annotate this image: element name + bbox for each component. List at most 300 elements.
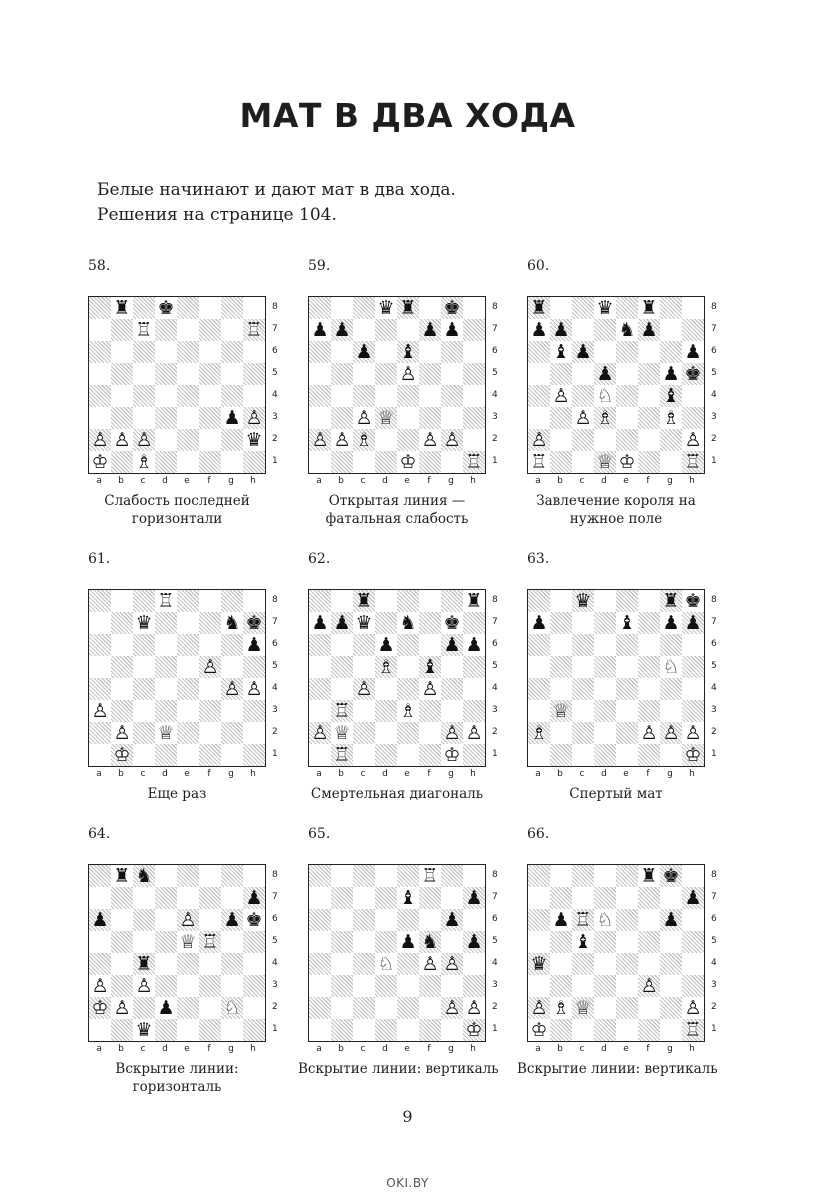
file-label: c [579,1044,585,1054]
black-king-icon: ♚ [684,363,702,385]
puzzle-number: 58. [88,258,111,274]
white-king-icon: ♚ ♔ [113,744,130,766]
square-a4 [309,678,331,700]
square-h5 [243,363,265,385]
square-b6 [331,909,353,931]
square-b5 [111,363,133,385]
square-e7 [177,612,199,634]
square-g5 [221,656,243,678]
square-g1 [660,1019,682,1041]
square-c1 [133,744,155,766]
square-f2 [199,722,221,744]
square-a5 [89,656,111,678]
square-g8 [221,297,243,319]
square-h7 [682,612,704,634]
square-a5 [89,931,111,953]
file-label: e [623,769,629,779]
square-h8 [243,590,265,612]
square-h4 [243,385,265,407]
square-b7 [331,319,353,341]
square-e4 [616,953,638,975]
file-label: a [96,476,102,486]
square-f2 [419,429,441,451]
rank-label: 1 [711,749,717,759]
white-pawn-icon: ♟ ♙ [91,700,108,722]
file-label: h [689,769,695,779]
square-g2 [441,429,463,451]
black-pawn-icon: ♟ [530,319,548,341]
black-pawn-icon: ♟ [530,612,548,634]
square-a7 [309,319,331,341]
square-c4 [572,953,594,975]
file-labels [527,1044,705,1054]
black-pawn-icon: ♟ [333,612,351,634]
white-bishop-icon: ♝ ♗ [552,997,569,1019]
square-g4 [441,385,463,407]
square-h5 [682,931,704,953]
puzzle-7 [88,826,298,1096]
square-g6 [660,341,682,363]
puzzle-caption [78,492,276,528]
white-knight-icon: ♞ ♘ [223,997,240,1019]
square-c8 [133,297,155,319]
square-f4 [638,385,660,407]
file-label: c [360,769,366,779]
square-e1 [177,1019,199,1041]
black-rook-icon: ♜ [135,953,153,975]
file-label: b [557,476,563,486]
rank-label: 5 [272,936,278,946]
square-a6 [89,341,111,363]
square-a7 [309,612,331,634]
square-e8 [177,297,199,319]
square-e8 [397,590,419,612]
rank-label: 1 [272,1024,278,1034]
black-knight-icon: ♞ [223,612,241,634]
black-pawn-icon: ♟ [596,363,614,385]
square-h7 [463,612,485,634]
square-e5 [397,931,419,953]
square-f8 [199,865,221,887]
square-e5 [177,363,199,385]
white-pawn-icon: ♟ ♙ [465,997,482,1019]
square-a5 [309,656,331,678]
square-c4 [133,953,155,975]
square-e3 [616,700,638,722]
square-e7 [616,319,638,341]
square-h8 [463,297,485,319]
square-h3 [463,700,485,722]
square-f1 [419,451,441,473]
black-pawn-icon: ♟ [465,931,483,953]
square-c8 [572,297,594,319]
square-g5 [221,931,243,953]
square-d7 [155,887,177,909]
square-g8 [221,865,243,887]
square-b8 [550,590,572,612]
white-bishop-icon: ♝ ♗ [530,722,547,744]
black-pawn-icon: ♟ [399,931,417,953]
black-pawn-icon: ♟ [311,319,329,341]
rank-label: 2 [272,1002,278,1012]
square-f5 [419,931,441,953]
square-g1 [221,451,243,473]
square-b2 [550,722,572,744]
puzzle-1 [88,258,298,528]
file-label: d [382,476,388,486]
square-g8 [441,297,463,319]
square-d1 [155,744,177,766]
square-f6 [199,909,221,931]
chess-board [308,864,486,1042]
square-e6 [616,909,638,931]
square-d3 [375,700,397,722]
white-knight-icon: ♞ ♘ [377,953,394,975]
square-d6 [375,634,397,656]
square-a4 [528,385,550,407]
file-labels [88,1044,266,1054]
rank-label: 5 [711,661,717,671]
white-queen-icon: ♛ ♕ [596,451,613,473]
square-f6 [199,634,221,656]
square-g7 [221,612,243,634]
square-h1 [243,451,265,473]
white-king-icon: ♚ ♔ [618,451,635,473]
square-c5 [133,931,155,953]
square-g4 [221,385,243,407]
square-e6 [616,634,638,656]
square-c7 [133,612,155,634]
white-pawn-icon: ♟ ♙ [179,909,196,931]
square-h5 [463,656,485,678]
square-f8 [199,590,221,612]
square-b6 [550,341,572,363]
square-d8 [375,865,397,887]
rank-label: 4 [272,958,278,968]
black-pawn-icon: ♟ [465,887,483,909]
rank-label: 6 [492,346,498,356]
square-c2 [133,429,155,451]
square-d3 [155,975,177,997]
square-d6 [594,634,616,656]
square-b3 [111,407,133,429]
rank-label: 2 [492,434,498,444]
white-rook-icon: ♜ ♖ [333,744,350,766]
square-e8 [177,590,199,612]
square-a1 [89,451,111,473]
rank-label: 6 [711,639,717,649]
square-g7 [441,612,463,634]
square-a8 [528,865,550,887]
square-e7 [397,612,419,634]
square-g6 [221,634,243,656]
square-d1 [594,744,616,766]
square-c6 [353,909,375,931]
square-f6 [419,909,441,931]
square-h6 [682,341,704,363]
square-a4 [528,678,550,700]
white-king-icon: ♚ ♔ [399,451,416,473]
square-d8 [155,297,177,319]
white-rook-icon: ♜ ♖ [684,1019,701,1041]
square-h3 [243,975,265,997]
square-a1 [528,744,550,766]
square-d6 [375,341,397,363]
rank-label: 3 [272,412,278,422]
rank-label: 8 [711,595,717,605]
square-e1 [616,744,638,766]
square-g5 [660,363,682,385]
white-queen-icon: ♛ ♕ [157,722,174,744]
square-g4 [441,678,463,700]
square-f8 [638,590,660,612]
white-rook-icon: ♜ ♖ [333,700,350,722]
rank-label: 4 [492,683,498,693]
square-f7 [199,319,221,341]
caption-line: нужное поле [569,511,663,527]
square-h4 [243,678,265,700]
square-e1 [616,451,638,473]
square-f7 [199,887,221,909]
chess-board [88,296,266,474]
black-king-icon: ♚ [684,590,702,612]
white-queen-icon: ♛ ♕ [333,722,350,744]
square-f6 [638,909,660,931]
square-e8 [177,865,199,887]
square-b3 [331,407,353,429]
black-bishop-icon: ♝ [399,887,417,909]
square-d2 [375,429,397,451]
square-b5 [550,931,572,953]
rank-label: 4 [711,390,717,400]
square-f5 [199,931,221,953]
chess-board [527,296,705,474]
black-bishop-icon: ♝ [399,341,417,363]
square-g8 [660,590,682,612]
file-label: g [228,1044,234,1054]
rank-label: 5 [492,368,498,378]
square-a2 [89,997,111,1019]
file-label: d [601,1044,607,1054]
chess-board [308,589,486,767]
puzzle-3 [527,258,737,528]
square-b4 [111,678,133,700]
square-h2 [243,722,265,744]
rank-label: 3 [711,705,717,715]
square-d7 [375,887,397,909]
white-pawn-icon: ♟ ♙ [465,722,482,744]
square-e7 [397,319,419,341]
black-rook-icon: ♜ [399,297,417,319]
square-d7 [594,319,616,341]
square-b6 [550,634,572,656]
square-g3 [660,700,682,722]
file-label: g [448,1044,454,1054]
rank-label: 3 [272,705,278,715]
caption-line: горизонтали [131,511,223,527]
square-g7 [441,319,463,341]
square-b8 [111,297,133,319]
square-b1 [111,451,133,473]
black-rook-icon: ♜ [355,590,373,612]
square-a6 [528,634,550,656]
square-c2 [353,997,375,1019]
square-h4 [682,385,704,407]
square-h5 [682,656,704,678]
square-g3 [221,700,243,722]
square-h4 [463,678,485,700]
square-c6 [353,634,375,656]
square-b2 [550,429,572,451]
square-a6 [309,634,331,656]
square-h1 [463,1019,485,1041]
white-knight-icon: ♞ ♘ [596,909,613,931]
square-g4 [221,953,243,975]
square-f1 [199,1019,221,1041]
black-pawn-icon: ♟ [684,887,702,909]
square-e8 [616,865,638,887]
square-c3 [353,975,375,997]
square-d7 [155,612,177,634]
square-a4 [309,385,331,407]
file-label: h [470,769,476,779]
rank-label: 8 [272,302,278,312]
square-a7 [528,319,550,341]
square-g4 [660,385,682,407]
square-b5 [111,931,133,953]
white-king-icon: ♚ ♔ [684,744,701,766]
square-g3 [660,407,682,429]
square-h5 [682,363,704,385]
square-d6 [155,634,177,656]
square-f1 [419,1019,441,1041]
caption-line: Открытая линия — [328,493,466,509]
file-label: g [667,769,673,779]
square-b4 [550,678,572,700]
square-b7 [550,319,572,341]
caption-line: Вскрытие линии: вертикаль [517,1061,718,1077]
square-d2 [155,722,177,744]
square-e7 [177,887,199,909]
rank-label: 6 [272,639,278,649]
rank-label: 8 [272,595,278,605]
square-a7 [528,612,550,634]
black-queen-icon: ♛ [596,297,614,319]
rank-label: 6 [711,346,717,356]
rank-label: 6 [492,639,498,649]
square-e5 [177,656,199,678]
square-a2 [89,722,111,744]
square-a1 [309,1019,331,1041]
file-label: e [184,769,190,779]
square-e2 [397,997,419,1019]
square-e2 [616,722,638,744]
white-pawn-icon: ♟ ♙ [311,429,328,451]
black-pawn-icon: ♟ [662,612,680,634]
rank-label: 1 [492,1024,498,1034]
square-g4 [660,678,682,700]
square-c1 [353,1019,375,1041]
square-h5 [463,931,485,953]
black-pawn-icon: ♟ [552,319,570,341]
square-g6 [221,341,243,363]
puzzle-number: 60. [527,258,550,274]
rank-label: 2 [272,434,278,444]
rank-label: 3 [492,980,498,990]
white-pawn-icon: ♟ ♙ [355,407,372,429]
square-c1 [572,744,594,766]
square-h3 [243,700,265,722]
square-f7 [419,887,441,909]
square-c1 [133,1019,155,1041]
square-e2 [177,722,199,744]
rank-label: 4 [272,683,278,693]
square-e5 [397,363,419,385]
square-g8 [660,297,682,319]
square-d6 [594,341,616,363]
white-pawn-icon: ♟ ♙ [113,429,130,451]
black-rook-icon: ♜ [640,297,658,319]
square-a7 [89,612,111,634]
rank-label: 2 [711,727,717,737]
black-pawn-icon: ♟ [245,634,263,656]
rank-label: 6 [272,346,278,356]
caption-line: Еще раз [147,786,207,802]
square-f1 [199,744,221,766]
square-d3 [155,407,177,429]
square-h7 [243,887,265,909]
file-label: d [162,476,168,486]
file-label: c [140,769,146,779]
square-h4 [682,953,704,975]
square-a7 [89,887,111,909]
file-label: c [140,1044,146,1054]
square-f8 [638,865,660,887]
square-e8 [616,590,638,612]
square-h8 [682,865,704,887]
square-e1 [397,1019,419,1041]
square-b4 [331,385,353,407]
black-bishop-icon: ♝ [574,931,592,953]
file-label: g [228,769,234,779]
rank-label: 2 [272,727,278,737]
square-f5 [199,656,221,678]
black-pawn-icon: ♟ [640,319,658,341]
white-pawn-icon: ♟ ♙ [113,997,130,1019]
square-h3 [682,700,704,722]
square-d7 [375,612,397,634]
caption-line: Спертый мат [569,786,663,802]
black-pawn-icon: ♟ [684,341,702,363]
square-d2 [594,997,616,1019]
square-h8 [463,590,485,612]
square-g8 [441,865,463,887]
black-pawn-icon: ♟ [443,909,461,931]
white-king-icon: ♚ ♔ [465,1019,482,1041]
black-rook-icon: ♜ [465,590,483,612]
square-h6 [463,909,485,931]
square-d7 [155,319,177,341]
square-a8 [89,865,111,887]
square-a2 [528,722,550,744]
rank-label: 3 [272,980,278,990]
square-e4 [616,678,638,700]
square-b4 [331,953,353,975]
file-label: b [557,1044,563,1054]
file-label: e [404,476,410,486]
white-rook-icon: ♜ ♖ [201,931,218,953]
square-b6 [331,634,353,656]
